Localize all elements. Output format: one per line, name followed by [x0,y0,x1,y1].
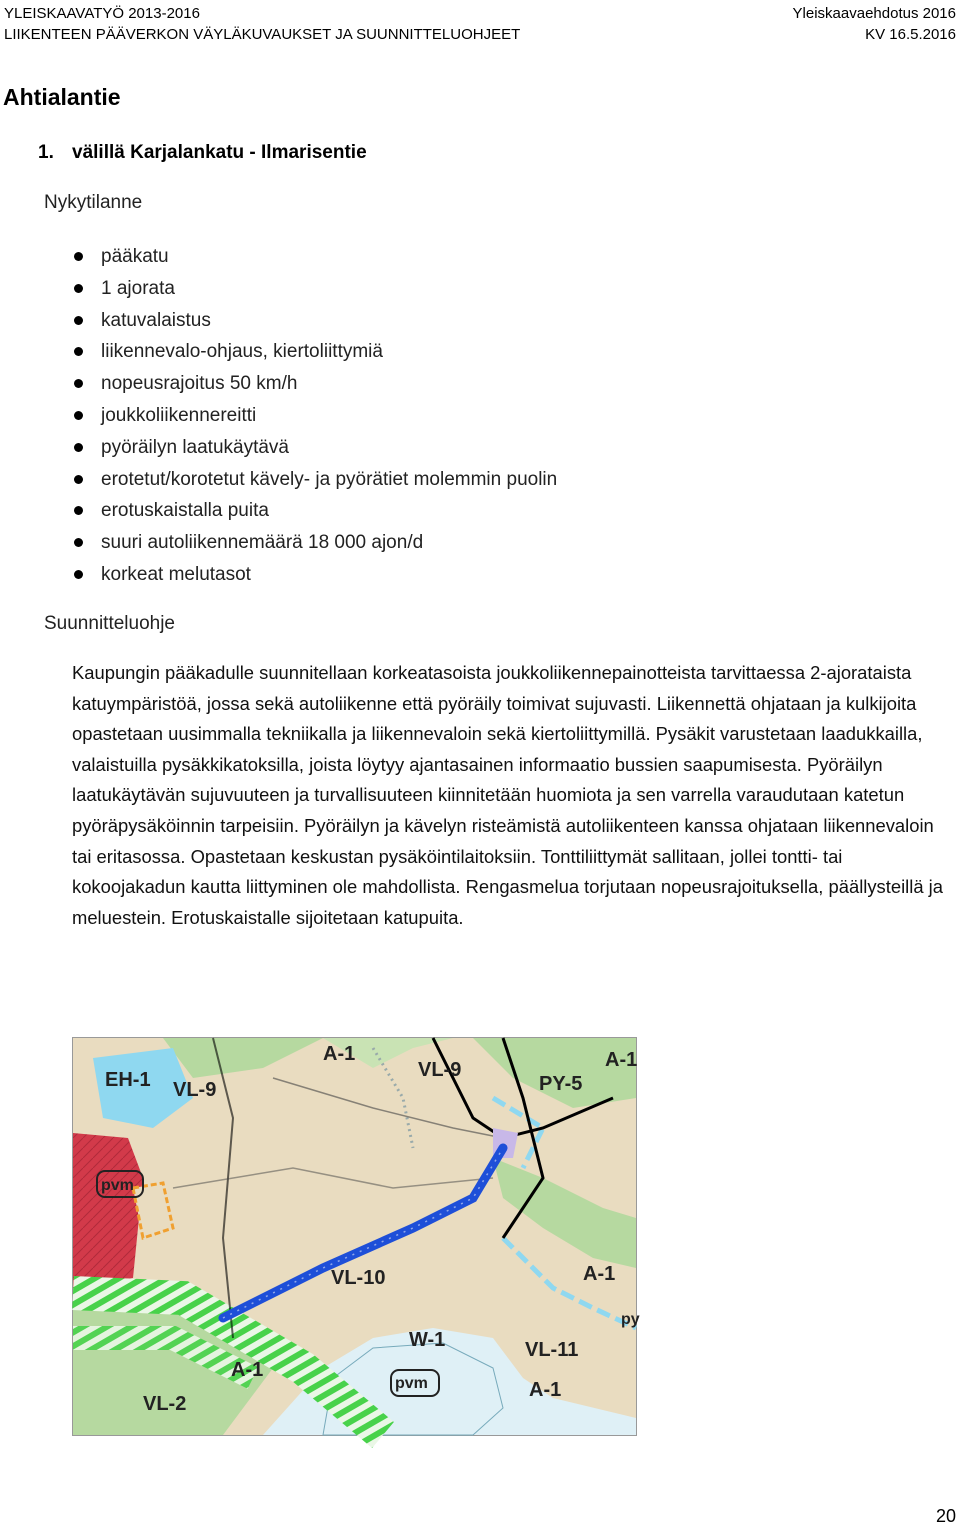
bullet-icon [74,379,83,388]
bullet-icon [74,284,83,293]
section-heading [38,142,367,164]
map-label-a1-southeast: A-1 [529,1379,562,1401]
map-label-vl9-right: VL-9 [418,1059,462,1081]
bullet-icon [74,506,83,515]
list-item-text: katuvalaistus [101,309,211,331]
map-label-vl9-left: VL-9 [173,1079,217,1101]
bullet-icon [74,347,83,356]
section-title: välillä Karjalankatu - Ilmarisentie [72,142,367,163]
list-item-text: 1 ajorata [101,277,175,299]
map-label-py5: PY-5 [539,1073,583,1095]
list-item [70,560,770,592]
list-item [70,496,770,528]
list-item [70,337,770,369]
list-item-text: erotetut/korotetut kävely- ja pyörätiet molemmin puolin [101,468,558,490]
list-item-text: suuri autoliikennemäärä 18 000 ajon/d [101,532,424,554]
header-plan-status: Yleiskaavaehdotus 2016 [792,5,956,22]
list-item [70,242,770,274]
header-date: KV 16.5.2016 [865,26,956,43]
map-label-a1-east: A-1 [583,1263,616,1285]
current-state-list [70,242,770,592]
guideline-paragraph: Kaupungin pääkadulle suunnitellaan korkeatasoista joukkoliikennepainotteista tarvittaessa 2-ajorataista katuympäristöä, jossa sekä autoliikenne että pyöräily toimivat sujuvasti. Liikennettä ohjataan ja kulkijoita opastetaan uusimmalla tekniikalla ja liikennevaloin sekä kiertoliittymillä. Pysäkit varustetaan laadukkailla, valaistuilla pysäkkikatoksilla, joista löytyy ajantasainen informaatio bussien saapumisesta. Pyöräilyn laatukäytävän sujuvuuteen ja turvallisuuteen kiinnitetään huomiota ja sen varrella varaudutaan katetun pyöräpysäköinnin tarpeisiin. Pyöräilyn ja kävelyn risteämistä autoliikenteen kanssa ohjataan liikennevaloin tai eritasossa. Opastetaan keskustan pysäköintilaitoksiin. Tonttiliittymät sallitaan, jollei tontti- tai kokoojakadun kautta liittyminen ole mahdollista. Rengasmelua torjutaan nopeusrajoituksella, päällysteillä ja meluestein. Erotuskaistalle sijoitetaan katupuita. [72,662,943,928]
list-item-text: pääkatu [101,246,169,267]
map-label-a1-right: A-1 [605,1049,638,1071]
map-label-vl2: VL-2 [143,1393,187,1415]
map-label-vl10: VL-10 [331,1267,386,1289]
bullet-icon [74,570,83,579]
map-label-a1-top: A-1 [323,1043,356,1065]
header-project-title: YLEISKAAVATYÖ 2013-2016 [4,5,200,22]
bullet-icon [74,411,83,420]
map-label-a1-south: A-1 [231,1359,264,1381]
list-item [70,369,770,401]
map-label-w1: W-1 [409,1329,446,1351]
bullet-icon [74,443,83,452]
list-item-text: korkeat melutasot [101,563,251,585]
list-item [70,401,770,433]
list-item-text: nopeusrajoitus 50 km/h [101,373,298,395]
section-number: 1. [38,142,54,163]
list-item [70,528,770,560]
list-item-text: liikennevalo-ohjaus, kiertoliittymiä [101,341,383,363]
list-item [70,465,770,497]
guideline-heading: Suunnitteluohje [44,613,175,634]
map-label-pvm-left: pvm [101,1177,134,1194]
current-state-heading: Nykytilanne [44,192,143,213]
map-label-py: py [621,1311,640,1328]
header-document-title: LIIKENTEEN PÄÄVERKON VÄYLÄKUVAUKSET JA SUUNNITTELUOHJEET [4,26,521,43]
list-item-text: pyöräilyn laatukäytävä [101,436,289,458]
bullet-icon [74,475,83,484]
page-number: 20 [935,1506,956,1526]
bullet-icon [74,538,83,547]
list-item-text: erotuskaistalla puita [101,500,269,522]
page-title: Ahtialantie [3,84,121,110]
bullet-icon [74,316,83,325]
master-plan-map [72,1037,640,1436]
map-label-pvm-south: pvm [395,1375,428,1392]
bullet-icon [74,252,83,261]
list-item [70,306,770,338]
map-label-vl11: VL-11 [525,1339,579,1361]
list-item [70,274,770,306]
list-item [70,433,770,465]
map-label-eh1: EH-1 [105,1069,151,1091]
list-item-text: joukkoliikennereitti [101,404,257,426]
red-area [73,1133,143,1288]
